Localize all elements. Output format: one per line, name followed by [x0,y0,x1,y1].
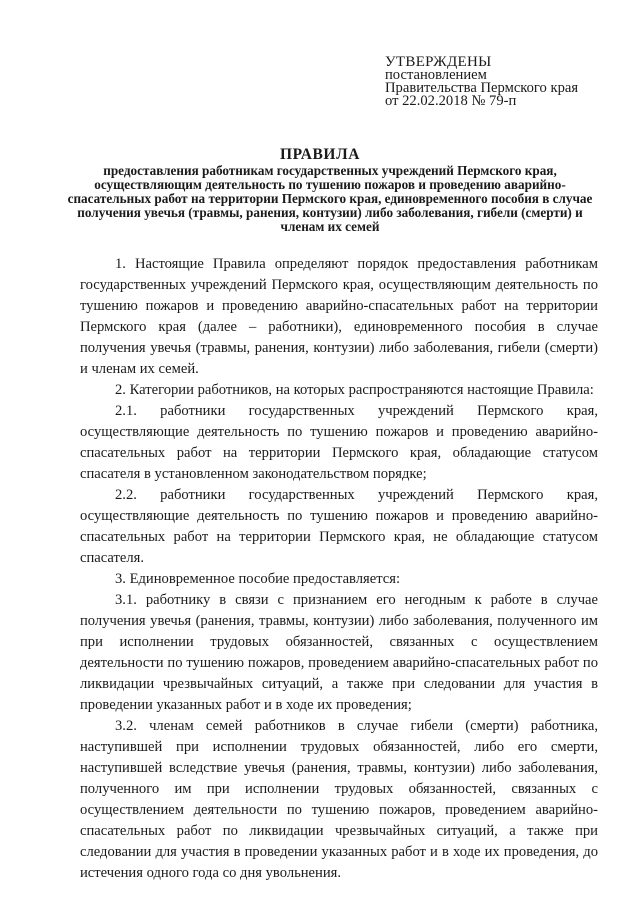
approval-line-3: от 22.02.2018 № 79-п [385,93,517,109]
paragraph-3-2: 3.2. членам семей работников в случае гибели (смерти) работника, наступившей при исполнении трудовых обязанностей, либо его смерти, наступившей вследствие увечья (ранения, травмы, контузии) либо заболевания, полученного им при исполнении трудовых обязанностей, связанных с осуществлением деятельности по тушению пожаров, проведением аварийно-спасательных работ по ликвидации чрезвычайных ситуаций, а также при следовании для участия в проведении указанных работ и в ходе их проведения, до истечения одного года со дня увольнения. [80,718,598,881]
document-title: ПРАВИЛА [279,146,361,163]
paragraph-2: 2. Категории работников, на которых распространяются настоящие Правила: [115,382,594,398]
approval-stamp-block [385,56,625,108]
approval-line-1: постановлением [385,67,487,83]
paragraph-3: 3. Единовременное пособие предоставляется: [115,571,401,587]
approval-heading: УТВЕРЖДЕНЫ [385,54,492,70]
paragraph-2-1: 2.1. работники государственных учреждений Пермского края, осуществляющие деятельность по тушению пожаров и проведению аварийно-спасательных работ на территории Пермского края, обладающие статусом спасателя в установленном законодательством порядке; [80,403,598,482]
approval-line-2: Правительства Пермского края [385,80,579,96]
paragraph-3-1: 3.1. работнику в связи с признанием его негодным к работе в случае получения увечья (ранения, травмы, контузии) либо заболевания, полученного им при исполнении трудовых обязанностей, связанных с осуществлением деятельности по тушению пожаров, проведением аварийно-спасательных работ по ликвидации чрезвычайных ситуаций, а также при следовании для участия в проведении указанных работ и в ходе их проведения; [80,592,598,713]
paragraph-1: 1. Настоящие Правила определяют порядок предоставления работникам государственных учреждений Пермского края, осуществляющим деятельность по тушению пожаров и проведению аварийно-спасательных работ на территории Пермского края (далее – работники), единовременного пособия в случае получения увечья (травмы, ранения, контузии) либо заболевания, гибели (смерти) и членам их семей. [80,256,598,377]
paragraph-2-2: 2.2. работники государственных учреждений Пермского края, осуществляющие деятельность по тушению пожаров и проведению аварийно-спасательных работ на территории Пермского края, не обладающие статусом спасателя. [80,487,598,566]
document-subtitle: предоставления работникам государственных учреждений Пермского края, осуществляющим деятельность по тушению пожаров и проведению аварийно-спасательных работ на территории Пермского края, единовременного пособия в случае получения увечья (травмы, ранения, контузии) либо заболевания, гибели (смерти) и членам их семей [67,163,593,234]
document-body [80,254,598,884]
